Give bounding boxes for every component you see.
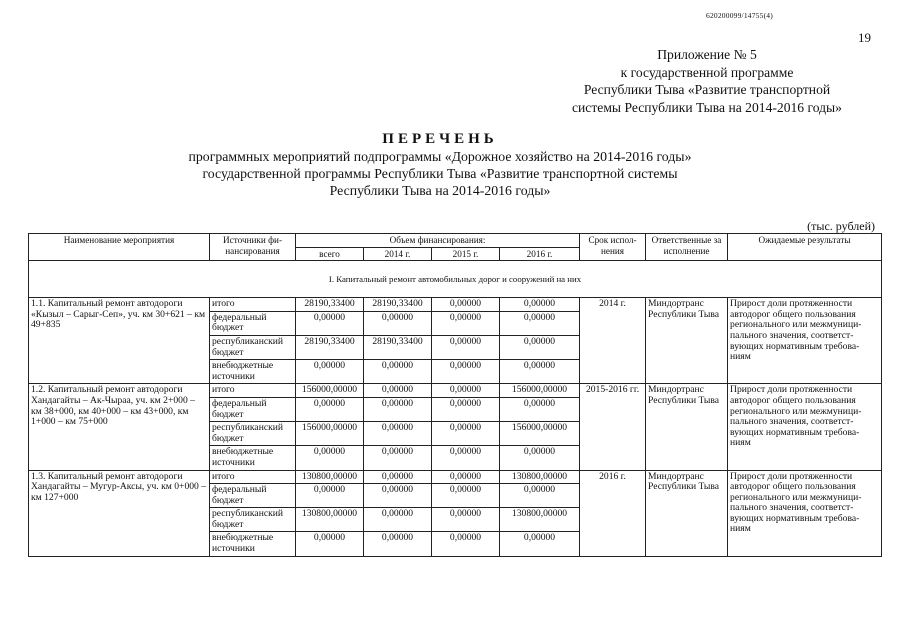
amount-2015: 0,00000	[432, 360, 500, 384]
amount-2015: 0,00000	[432, 335, 500, 359]
amount-2016: 0,00000	[500, 446, 580, 470]
amount-2016: 0,00000	[500, 335, 580, 359]
title-main: ПЕРЕЧЕНЬ	[382, 131, 498, 147]
amount-2015: 0,00000	[432, 508, 500, 532]
amount-2014: 0,00000	[364, 470, 432, 484]
table-row	[29, 298, 882, 312]
appendix-heading	[547, 46, 867, 116]
funding-source: республиканский бюджет	[210, 422, 296, 446]
deadline: 2014 г.	[580, 298, 646, 384]
appendix-line: Приложение № 5	[657, 47, 757, 62]
amount-2015: 0,00000	[432, 484, 500, 508]
amount-2016: 130800,00000	[500, 470, 580, 484]
amount-total: 0,00000	[296, 446, 364, 470]
measure-name: 1.3. Капитальный ремонт автодороги Хандагайты – Мугур-Аксы, уч. км 0+000 – км 127+000	[29, 470, 210, 556]
units-label: (тыс. рублей)	[807, 219, 875, 233]
amount-2015: 0,00000	[432, 384, 500, 398]
amount-2014: 0,00000	[364, 384, 432, 398]
header-volume: Объем финансирования:	[296, 234, 580, 248]
amount-2015: 0,00000	[432, 422, 500, 446]
amount-2014: 0,00000	[364, 446, 432, 470]
funding-source: республиканский бюджет	[210, 335, 296, 359]
amount-total: 0,00000	[296, 532, 364, 556]
amount-2016: 156000,00000	[500, 422, 580, 446]
amount-2014: 0,00000	[364, 360, 432, 384]
expected-result: Прирост доли протяженности автодорог общего пользования регионального или межмуници-пального значения, соответст-вующих нормативным требова-ниям	[728, 298, 882, 384]
amount-2014: 0,00000	[364, 508, 432, 532]
amount-2016: 156000,00000	[500, 384, 580, 398]
amount-total: 130800,00000	[296, 508, 364, 532]
amount-2015: 0,00000	[432, 446, 500, 470]
amount-total: 156000,00000	[296, 384, 364, 398]
header-responsible: Ответственные за исполнение	[646, 234, 728, 261]
document-code: 620200099/14755(4)	[706, 11, 773, 20]
funding-source: федеральный бюджет	[210, 397, 296, 421]
amount-total: 0,00000	[296, 484, 364, 508]
appendix-line: системы Республики Тыва на 2014-2016 годы»	[572, 99, 842, 115]
title-line: Республики Тыва на 2014-2016 годы»	[329, 183, 551, 198]
title-line: программных мероприятий подпрограммы «Дорожное хозяйство на 2014-2016 годы»	[188, 149, 692, 164]
measures-table	[28, 233, 882, 557]
header-2015: 2015 г.	[432, 247, 500, 261]
funding-source: федеральный бюджет	[210, 484, 296, 508]
table-row	[29, 470, 882, 484]
amount-2016: 0,00000	[500, 484, 580, 508]
responsible: Миндортранс Республики Тыва	[646, 298, 728, 384]
amount-total: 0,00000	[296, 311, 364, 335]
amount-2014: 28190,33400	[364, 335, 432, 359]
amount-total: 28190,33400	[296, 298, 364, 312]
amount-2016: 0,00000	[500, 532, 580, 556]
amount-2014: 0,00000	[364, 311, 432, 335]
header-2016: 2016 г.	[500, 247, 580, 261]
table-row	[29, 384, 882, 398]
amount-2016: 0,00000	[500, 360, 580, 384]
header-name: Наименование мероприятия	[29, 234, 210, 261]
amount-total: 28190,33400	[296, 335, 364, 359]
funding-source: итого	[210, 470, 296, 484]
amount-total: 130800,00000	[296, 470, 364, 484]
section-heading: I. Капитальный ремонт автомобильных дорог и сооружений на них	[29, 261, 882, 298]
amount-2014: 0,00000	[364, 484, 432, 508]
deadline: 2015-2016 гг.	[580, 384, 646, 470]
appendix-line: Республики Тыва «Развитие транспортной	[583, 82, 831, 97]
header-total: всего	[296, 247, 364, 261]
amount-total: 156000,00000	[296, 422, 364, 446]
amount-2014: 0,00000	[364, 532, 432, 556]
funding-source: республиканский бюджет	[210, 508, 296, 532]
amount-2014: 28190,33400	[364, 298, 432, 312]
page-number: 19	[858, 30, 871, 45]
header-results: Ожидаемые результаты	[728, 234, 882, 261]
items-body	[29, 298, 882, 556]
funding-source: внебюджетные источники	[210, 360, 296, 384]
amount-2015: 0,00000	[432, 470, 500, 484]
amount-2015: 0,00000	[432, 311, 500, 335]
amount-2014: 0,00000	[364, 422, 432, 446]
header-deadline: Срок испол-нения	[580, 234, 646, 261]
funding-source: внебюджетные источники	[210, 532, 296, 556]
amount-2016: 0,00000	[500, 311, 580, 335]
measure-name: 1.1. Капитальный ремонт автодороги «Кызыл – Сарыг-Сеп», уч. км 30+621 – км 49+835	[29, 298, 210, 384]
responsible: Миндортранс Республики Тыва	[646, 470, 728, 556]
funding-source: итого	[210, 384, 296, 398]
amount-2015: 0,00000	[432, 298, 500, 312]
amount-total: 0,00000	[296, 397, 364, 421]
amount-2015: 0,00000	[432, 532, 500, 556]
funding-source: внебюджетные источники	[210, 446, 296, 470]
amount-2015: 0,00000	[432, 397, 500, 421]
funding-source: федеральный бюджет	[210, 311, 296, 335]
header-2014: 2014 г.	[364, 247, 432, 261]
expected-result: Прирост доли протяженности автодорог общего пользования регионального или межмуници-пального значения, соответст-вующих нормативным требова-ниям	[728, 470, 882, 556]
document-title	[120, 130, 760, 199]
amount-2016: 130800,00000	[500, 508, 580, 532]
measure-name: 1.2. Капитальный ремонт автодороги Хандагайты – Ак-Чыраа, уч. км 2+000 – км 38+000, км 40+000 – км 43+000, км 1+000 – км 75+000	[29, 384, 210, 470]
amount-total: 0,00000	[296, 360, 364, 384]
amount-2014: 0,00000	[364, 397, 432, 421]
amount-2016: 0,00000	[500, 397, 580, 421]
title-line: государственной программы Республики Тыва «Развитие транспортной системы	[202, 166, 678, 181]
deadline: 2016 г.	[580, 470, 646, 556]
expected-result: Прирост доли протяженности автодорог общего пользования регионального или межмуници-пального значения, соответст-вующих нормативным требова-ниям	[728, 384, 882, 470]
appendix-line: к государственной программе	[620, 64, 794, 80]
amount-2016: 0,00000	[500, 298, 580, 312]
header-sources: Источники фи-нансирования	[210, 234, 296, 261]
responsible: Миндортранс Республики Тыва	[646, 384, 728, 470]
funding-source: итого	[210, 298, 296, 312]
